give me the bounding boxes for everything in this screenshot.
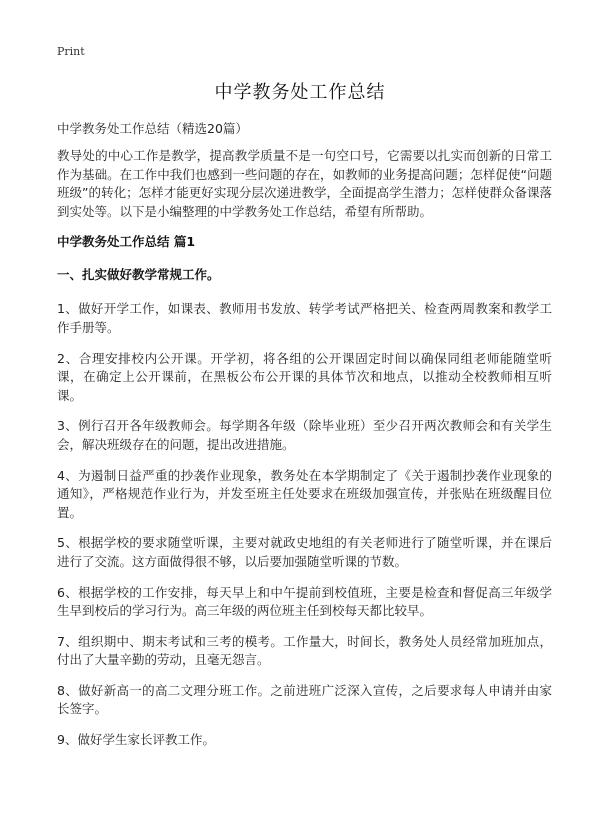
list-item-2: 2、合理安排校内公开课。开学初，将各组的公开课固定时间以确保同组老师能随堂听课，在确定上公开课前，在黑板公布公开课的具体节次和地点，以推动全校教师相互听课。 xyxy=(57,350,552,403)
document-body xyxy=(57,120,552,762)
intro-paragraph: 教导处的中心工作是教学，提高教学质量不是一句空口号，它需要以扎实而创新的日常工作为基础。在工作中我们也感到一些问题的存在，如教师的业务提高问题；怎样促使“问题班级”的转化；怎样才能更好实现分层次递进教学，全面提高学生潜力；怎样使群众备课落到实处等。以下是小编整理的中学教务处工作总结，希望有所帮助。 xyxy=(57,148,552,219)
print-link[interactable]: Print xyxy=(57,45,85,58)
list-item-4: 4、为遏制日益严重的抄袭作业现象，教务处在本学期制定了《关于遏制抄袭作业现象的通知》，严格规范作业行为，并发至班主任处要求在班级加强宣传，并张贴在班级醒目位置。 xyxy=(57,467,552,520)
list-item-5: 5、根据学校的要求随堂听课，主要对就政史地组的有关老师进行了随堂听课，并在课后进行了交流。这方面做得很不够，以后要加强随堂听课的节数。 xyxy=(57,535,552,569)
document-subtitle: 中学教务处工作总结（精选20篇） xyxy=(57,121,248,136)
list-item-3: 3、例行召开各年级教师会。每学期各年级（除毕业班）至少召开两次教师会和有关学生会，解决班级存在的问题，提出改进措施。 xyxy=(57,418,552,452)
list-item-9: 9、做好学生家长评教工作。 xyxy=(57,732,215,748)
list-item-7: 7、组织期中、期末考试和三考的模考。工作量大，时间长，教务处人员经常加班加点，付出了大量辛勤的劳动，且毫无怨言。 xyxy=(57,633,552,668)
document-title: 中学教务处工作总结 xyxy=(214,82,386,103)
list-item-1: 1、做好开学工作，如课表、教师用书发放、转学考试严格把关、检查两周教案和教学工作手册等。 xyxy=(57,301,552,335)
list-item-6: 6、根据学校的工作安排，每天早上和中午提前到校值班，主要是检查和督促高三年级学生早到校后的学习行为。高三年级的两位班主任到校每天都比较早。 xyxy=(57,584,552,619)
list-item-8: 8、做好新高一的高二文理分班工作。之前进班广泛深入宣传，之后要求每人申请并由家长签字。 xyxy=(57,682,552,717)
section-title: 中学教务处工作总结 篇1 xyxy=(57,234,196,250)
section-heading-1: 一、扎实做好教学常规工作。 xyxy=(57,267,220,283)
